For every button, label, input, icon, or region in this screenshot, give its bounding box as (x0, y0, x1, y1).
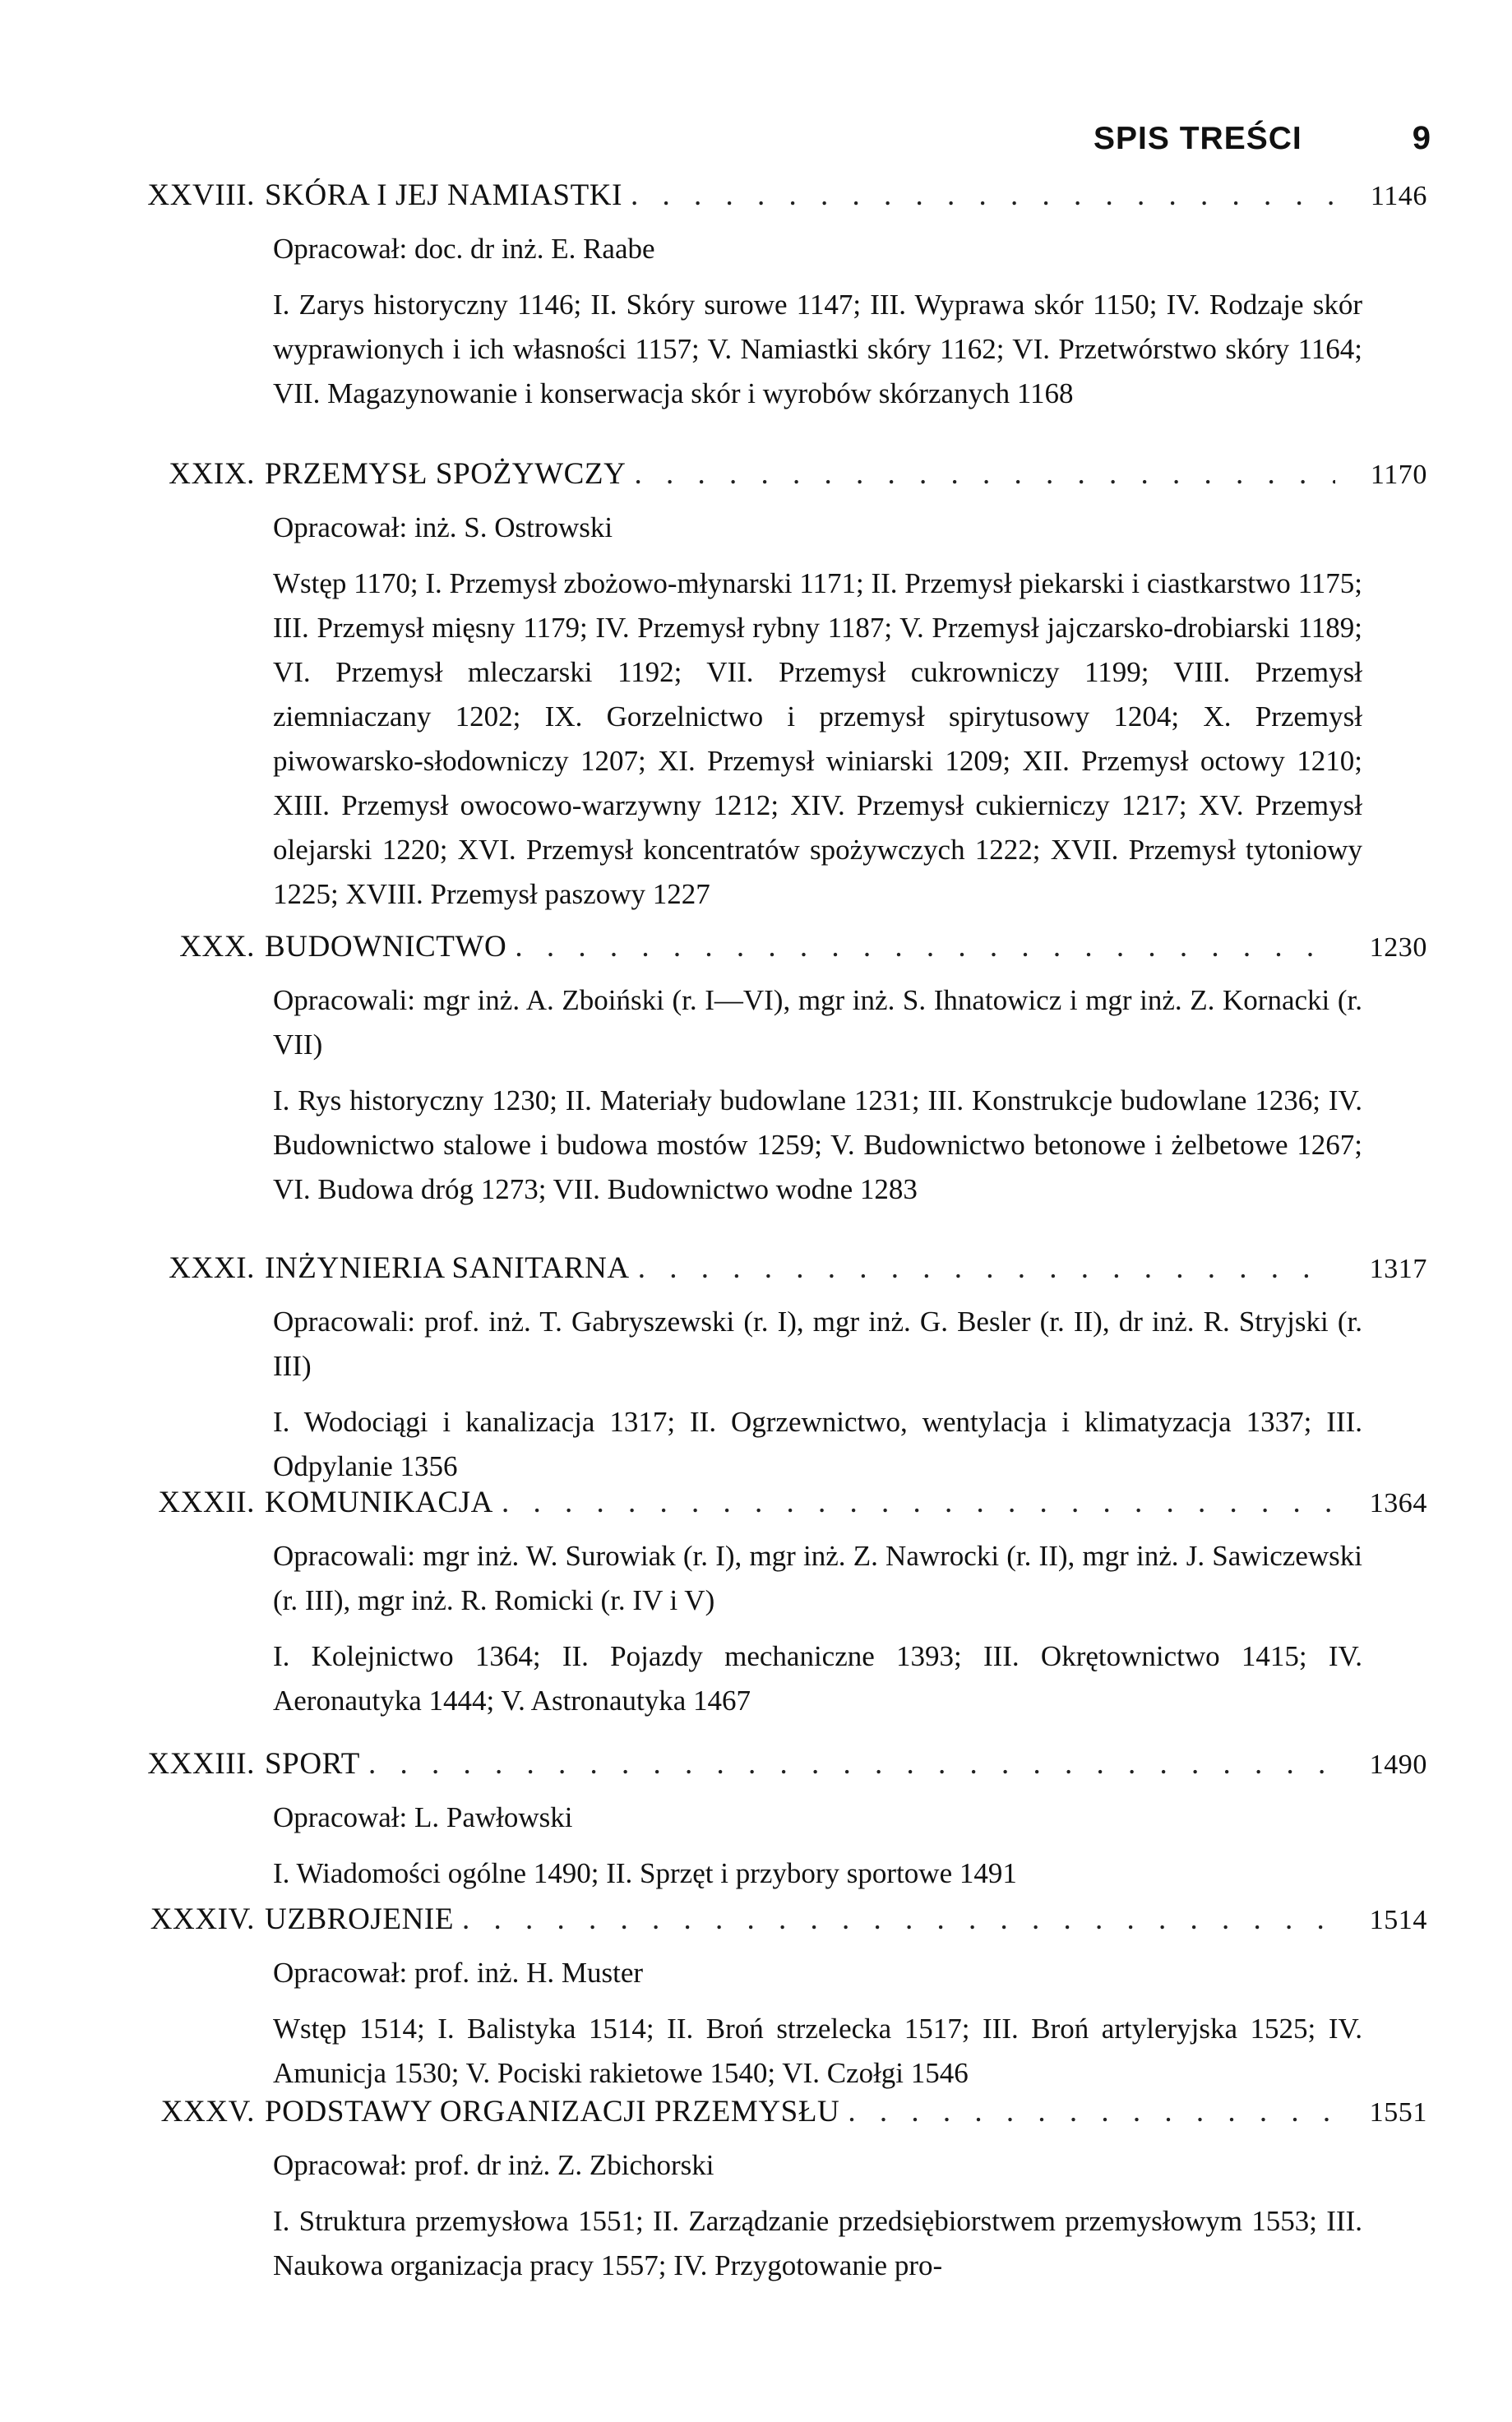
dot-leader (506, 929, 1335, 964)
chapter-author: Opracował: inż. S. Ostrowski (273, 511, 613, 543)
page-number: 9 (1412, 120, 1431, 156)
chapter-heading (0, 2094, 1512, 2140)
chapter-sections: I. Kolejnictwo 1364; II. Pojazdy mechaniczne 1393; III. Okrętownictwo 1415; IV. Aeronautyka 1444; V. Astronautyka 1467 (273, 1640, 1362, 1717)
dot-leader (839, 2094, 1335, 2129)
chapter-number: XXXIII. (147, 1747, 255, 1781)
dot-leader (630, 1250, 1335, 1286)
chapter-page: 1514 (1369, 1905, 1427, 1935)
chapter-page: 1146 (1370, 181, 1427, 211)
chapter-entry (0, 2094, 1512, 2288)
chapter-sections: I. Rys historyczny 1230; II. Materiały budowlane 1231; III. Konstrukcje budowlane 1236; IV. Budownictwo stalowe i budowa mostów 1259; V. Budownictwo betonowe i żelbetowe 1267; VI. Budowa dróg 1273; VII. Budownictwo wodne 1283 (273, 1084, 1362, 1205)
chapter-title: KOMUNIKACJA (265, 1486, 493, 1519)
chapter-entry (0, 456, 1512, 917)
chapter-title: INŻYNIERIA SANITARNA (265, 1251, 630, 1285)
chapter-title: SKÓRA I JEJ NAMIASTKI (265, 178, 623, 212)
chapter-entry (0, 1746, 1512, 1896)
chapter-sections: I. Struktura przemysłowa 1551; II. Zarządzanie przedsiębiorstwem przemysłowym 1553; III. Naukowa organizacja pracy 1557; IV. Przygotowanie pro- (273, 2205, 1362, 2281)
chapter-page: 1551 (1369, 2097, 1427, 2128)
chapter-author: Opracował: prof. dr inż. Z. Zbichorski (273, 2149, 714, 2181)
chapter-heading (0, 456, 1512, 502)
chapter-author: Opracowali: mgr inż. W. Surowiak (r. I), mgr inż. Z. Nawrocki (r. II), mgr inż. J. Sawiczewski (r. III), mgr inż. R. Romicki (r. IV i V) (273, 1540, 1362, 1616)
dot-leader (454, 1902, 1335, 1937)
chapter-entry (0, 1250, 1512, 1489)
chapter-sections: I. Wiadomości ogólne 1490; II. Sprzęt i przybory sportowe 1491 (273, 1857, 1017, 1889)
dot-leader (360, 1746, 1335, 1782)
chapter-number: XXXIV. (150, 1902, 255, 1936)
chapter-author: Opracowali: prof. inż. T. Gabryszewski (r. I), mgr inż. G. Besler (r. II), dr inż. R. Stryjski (r. III) (273, 1306, 1362, 1382)
chapter-sections: Wstęp 1514; I. Balistyka 1514; II. Broń strzelecka 1517; III. Broń artyleryjska 1525; IV. Amunicja 1530; V. Pociski rakietowe 1540; VI. Czołgi 1546 (273, 2013, 1362, 2089)
chapter-title: PRZEMYSŁ SPOŻYWCZY (265, 457, 627, 491)
chapter-number: XXXV. (160, 2095, 255, 2128)
chapter-entry (0, 1485, 1512, 1723)
chapter-author: Opracował: doc. dr inż. E. Raabe (273, 233, 655, 265)
dot-leader (622, 178, 1335, 213)
chapter-author: Opracował: prof. inż. H. Muster (273, 1957, 644, 1989)
chapter-page: 1170 (1370, 460, 1427, 490)
chapter-author: Opracowali: mgr inż. A. Zboiński (r. I—VI), mgr inż. S. Ihnatowicz i mgr inż. Z. Kornacki (r. VII) (273, 984, 1362, 1061)
chapter-author: Opracował: L. Pawłowski (273, 1801, 573, 1833)
chapter-number: XXX. (179, 930, 255, 964)
chapter-title: SPORT (265, 1747, 360, 1781)
chapter-heading (0, 929, 1512, 975)
chapter-number: XXVIII. (147, 178, 255, 212)
chapter-title: UZBROJENIE (265, 1902, 455, 1936)
page-header (1094, 120, 1431, 157)
dot-leader (493, 1485, 1335, 1520)
chapter-sections: I. Wodociągi i kanalizacja 1317; II. Ogrzewnictwo, wentylacja i klimatyzacja 1337; III. Odpylanie 1356 (273, 1406, 1362, 1482)
chapter-entry (0, 1902, 1512, 2096)
chapter-heading (0, 178, 1512, 224)
chapter-number: XXXI. (169, 1251, 255, 1285)
chapter-number: XXXII. (158, 1486, 255, 1519)
chapter-sections: I. Zarys historyczny 1146; II. Skóry surowe 1147; III. Wyprawa skór 1150; IV. Rodzaje skór wyprawionych i ich własności 1157; V. Namiastki skóry 1162; VI. Przetwórstwo skóry 1164; VII. Magazynowanie i konserwacja skór i wyrobów skórzanych 1168 (273, 289, 1362, 409)
chapter-page: 1230 (1369, 932, 1427, 963)
chapter-number: XXIX. (169, 457, 255, 491)
chapter-sections: Wstęp 1170; I. Przemysł zbożowo-młynarski 1171; II. Przemysł piekarski i ciastkarstwo 1175; III. Przemysł mięsny 1179; IV. Przemysł rybny 1187; V. Przemysł jajczarsko-drobiarski 1189; VI. Przemysł mleczarski 1192; VII. Przemysł cukrowniczy 1199; VIII. Przemysł ziemniaczany 1202; IX. Gorzelnictwo i przemysł spirytusowy 1204; X. Przemysł piwowarsko-słodowniczy 1207; XI. Przemysł winiarski 1209; XII. Przemysł octowy 1210; XIII. Przemysł owocowo-warzywny 1212; XIV. Przemysł cukierniczy 1217; XV. Przemysł olejarski 1220; XVI. Przemysł koncentratów spożywczych 1222; XVII. Przemysł tytoniowy 1225; XVIII. Przemysł paszowy 1227 (273, 567, 1362, 910)
chapter-page: 1364 (1369, 1488, 1427, 1518)
chapter-heading (0, 1485, 1512, 1531)
chapter-title: PODSTAWY ORGANIZACJI PRZEMYSŁU (265, 2095, 840, 2128)
dot-leader (626, 456, 1335, 492)
chapter-entry (0, 929, 1512, 1212)
chapter-heading (0, 1746, 1512, 1792)
chapter-heading (0, 1250, 1512, 1297)
chapter-title: BUDOWNICTWO (265, 930, 507, 964)
chapter-entry (0, 178, 1512, 416)
chapter-heading (0, 1902, 1512, 1948)
running-title: SPIS TREŚCI (1094, 121, 1302, 156)
chapter-page: 1490 (1369, 1749, 1427, 1780)
chapter-page: 1317 (1369, 1254, 1427, 1284)
